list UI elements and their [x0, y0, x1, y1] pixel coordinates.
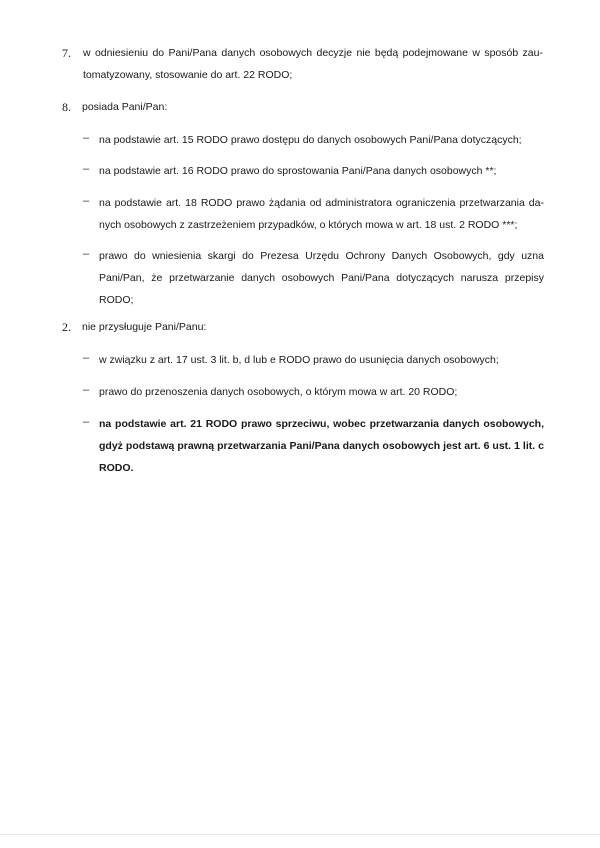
dash-bullet: – — [83, 384, 90, 396]
bullet-text-line: w związku z art. 17 ust. 3 lit. b, d lub e RODO prawo do usunięcia danych osobowych; — [99, 354, 499, 366]
bullet-text-line: RODO; — [99, 294, 134, 306]
bullet-text-line: prawo do przenoszenia danych osobowych, o którym mowa w art. 20 RODO; — [99, 386, 458, 398]
item-text-line: nie przysługuje Pani/Panu: — [82, 321, 207, 333]
bullet-text-line: Pani/Pan, że przetwarzanie danych osobowych Pani/Pana dotyczących narusza przepisy — [99, 272, 544, 284]
bullet-text-line: gdyż podstawą prawną przetwarzania Pani/Pana danych osobowych jest art. 6 ust. 1 lit. c — [99, 440, 544, 452]
item-text-line: w odniesieniu do Pani/Pana danych osobowych decyzje nie będą podejmowane w sposób zau- — [83, 47, 543, 59]
bullet-text-line: na podstawie art. 18 RODO prawo żądania od administratora ograniczenia przetwarzania da- — [99, 197, 544, 209]
dash-bullet: – — [83, 416, 90, 428]
bullet-text-line: na podstawie art. 21 RODO prawo sprzeciwu, wobec przetwarzania danych osobowych, — [99, 418, 544, 430]
bullet-text-line: prawo do wniesienia skargi do Prezesa Urzędu Ochrony Danych Osobowych, gdy uzna — [99, 250, 544, 262]
dash-bullet: – — [83, 132, 90, 144]
item-text-line: tomatyzowany, stosowanie do art. 22 RODO; — [83, 69, 293, 81]
bullet-text-line: nych osobowych z zastrzeżeniem przypadków, o których mowa w art. 18 ust. 2 RODO ***; — [99, 219, 518, 231]
item-number: 8. — [62, 100, 71, 114]
bullet-text-line: na podstawie art. 16 RODO prawo do sprostowania Pani/Pana danych osobowych **; — [99, 165, 497, 177]
page-bottom-edge — [0, 834, 600, 835]
dash-bullet: – — [83, 352, 90, 364]
dash-bullet: – — [83, 195, 90, 207]
item-number: 2. — [62, 320, 71, 334]
bullet-text-line: na podstawie art. 15 RODO prawo dostępu do danych osobowych Pani/Pana dotyczących; — [99, 134, 522, 146]
dash-bullet: – — [83, 248, 90, 260]
bullet-text-line: RODO. — [99, 462, 134, 474]
item-text-line: posiada Pani/Pan: — [82, 101, 168, 113]
dash-bullet: – — [83, 163, 90, 175]
item-number: 7. — [62, 46, 71, 60]
